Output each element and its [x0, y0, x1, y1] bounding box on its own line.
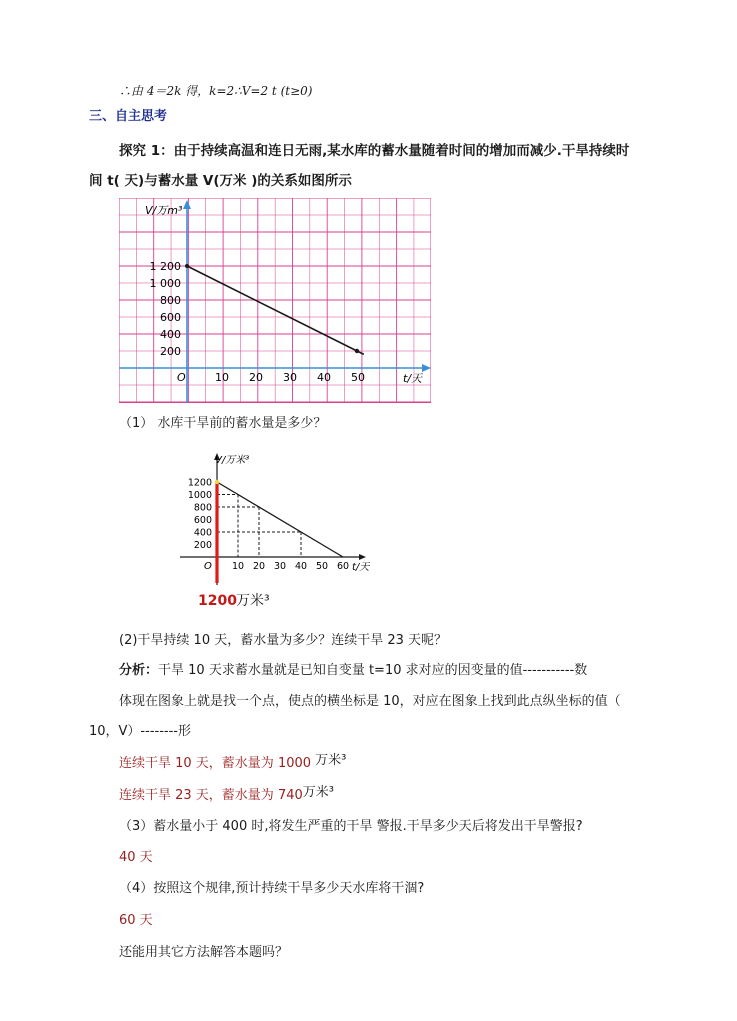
explore-paragraph: [119, 142, 629, 160]
y-tick-label: 1200: [187, 477, 212, 489]
analysis-line-1: [119, 662, 587, 680]
answer-2a-text: 连续干旱 10 天，蓄水量为 1000: [119, 756, 312, 771]
answer-unit: 万米³: [236, 593, 270, 609]
chart-answer: [180, 445, 380, 615]
x-tick-label: 40: [317, 371, 331, 384]
y-tick-label: 400: [160, 328, 181, 341]
question-4: （4）按照这个规律,预计持续干旱多少天水库将干涸?: [119, 881, 425, 896]
answer-2b: [119, 787, 334, 805]
y-tick-label: 800: [160, 294, 181, 307]
x-tick-label: 60: [336, 561, 350, 572]
data-point-start: [185, 264, 189, 268]
section-heading: 三、自主思考: [89, 109, 168, 124]
explore-text-2: 间 t( 天)与蓄水量 V(万米 )的关系如图所示: [89, 173, 352, 189]
y-tick-label: 1 000: [149, 277, 181, 290]
formula-line: ∴由 4＝2k 得，k=2∴V=2 t (t≥0): [119, 84, 313, 98]
y-axis-label: V/万m³: [145, 204, 183, 217]
x-tick-label: 50: [351, 371, 365, 384]
x-tick-label: 20: [252, 561, 266, 572]
x-axis-label: t/天: [403, 372, 423, 385]
closing-question: 还能用其它方法解答本题吗？: [119, 945, 289, 960]
y-tick-label: 200: [160, 345, 181, 358]
origin-label: O: [204, 561, 212, 572]
analysis-line-3: 10，V）--------形: [89, 724, 191, 739]
y-tick-label: 600: [193, 515, 212, 526]
data-point: [355, 349, 359, 353]
answer-2b-unit: 万米³: [302, 785, 334, 800]
data-line: [217, 482, 343, 557]
x-tick-label: 10: [215, 371, 229, 384]
y-tick-label: 200: [193, 540, 212, 551]
analysis-label: 分析：: [119, 663, 159, 678]
answer-2a-unit: 万米³: [315, 753, 347, 768]
answer-3: 40 天: [119, 850, 153, 865]
highlight-bar: [215, 482, 218, 583]
explore-label: 探究 1：: [119, 143, 174, 159]
answer-value: 1200: [198, 593, 237, 609]
y-tick-label: 1000: [187, 490, 212, 501]
answer-2a: [119, 755, 346, 773]
analysis-line-2: 体现在图象上就是找一个点，使点的横坐标是 10，对应在图象上找到此点纵坐标的值（: [119, 694, 621, 709]
explore-text-1: 由于持续高温和连日无雨,某水库的蓄水量随着时间的增加而减少.干旱持续时: [173, 143, 630, 159]
analysis-text: 干旱 10 天求蓄水量就是已知自变量 t=10 求对应的因变量的值-----------数: [158, 663, 588, 678]
x-tick-label: 40: [294, 561, 308, 572]
x-axis-arrow: [359, 554, 366, 560]
y-tick-label: 400: [193, 527, 212, 539]
question-3: （3）蓄水量小于 400 时,将发生严重的干旱 警报.干旱多少天后将发出干旱警报?: [119, 819, 583, 834]
chart-grid-water-volume: [119, 198, 431, 403]
x-tick-label: 20: [249, 371, 263, 384]
answer-4: 60 天: [119, 913, 153, 928]
x-axis-label: t/天: [352, 562, 370, 573]
highlight-top-dot: [215, 480, 219, 484]
x-tick-label: 30: [283, 371, 297, 384]
x-tick-label: 30: [273, 561, 287, 572]
y-tick-label: 600: [160, 311, 181, 324]
question-2: (2)干旱持续 10 天，蓄水量为多少？连续干旱 23 天呢？: [119, 633, 448, 648]
x-tick-label: 10: [231, 561, 245, 572]
y-tick-label: 800: [193, 502, 212, 514]
origin-label: O: [177, 371, 186, 384]
question-1: （1） 水库干旱前的蓄水量是多少？: [119, 416, 327, 431]
answer-2b-text: 连续干旱 23 天，蓄水量为 740: [119, 788, 303, 803]
x-tick-label: 50: [315, 561, 329, 572]
y-axis-label: V/万米³: [215, 455, 250, 466]
y-tick-label: 1 200: [149, 260, 181, 273]
